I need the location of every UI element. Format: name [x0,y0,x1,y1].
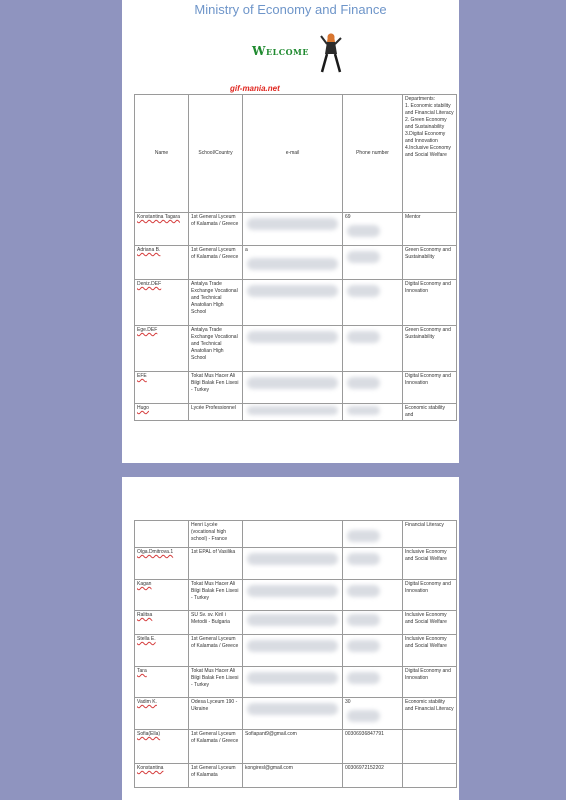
participant-department: Inclusive Economy and Social Welfare [403,635,457,667]
table-header-row [135,95,457,213]
redacted-phone [347,251,380,263]
participant-email [243,246,343,280]
participant-school: 1st General Lyceum of Kalamata / Greece [189,635,243,667]
welcome-banner: Welcome [252,44,309,58]
redacted-email [247,640,338,652]
participant-name: Konstantina Tagara [137,214,180,220]
participant-school: 1st General Lyceum of Kalamata / Greece [189,730,243,764]
participant-email: kongiresl@gmail.com [243,764,343,788]
participant-phone [343,667,403,698]
participant-email [243,580,343,611]
participant-department [403,764,457,788]
redacted-email [247,331,338,343]
redacted-phone [347,640,380,652]
table-row [135,580,457,611]
participant-name: Sofia(Ella) [137,731,161,737]
redacted-phone [347,585,380,597]
redacted-email [247,672,338,684]
participant-name: Ralitsa [137,612,153,618]
document-page-1 [122,0,459,463]
participant-school: Antalya Trade Exchange Vocational and Technical Anatolian High School [189,326,243,372]
participant-name: Olga.Dmitrova.1 [137,549,174,555]
participant-department: Digital Economy and Innovation [403,667,457,698]
participant-email [243,635,343,667]
participant-email [243,548,343,580]
redacted-phone [347,614,380,626]
participant-phone [343,521,403,548]
table-row [135,404,457,421]
header-name: Name [135,95,189,213]
participant-phone: 00306972152202 [343,764,403,788]
participant-email [243,404,343,421]
participant-email [243,213,343,246]
participant-school: Tokat Mus Hacer Ali Bilgi Balak Fen Lisesi - Turkey [189,580,243,611]
redacted-phone [347,406,380,415]
participant-phone [343,404,403,421]
participant-phone: 00306936847791 [343,730,403,764]
participant-phone [343,326,403,372]
participant-email [243,326,343,372]
document-title: Ministry of Economy and Finance [194,2,387,17]
redacted-phone [347,710,380,722]
table-row [135,730,457,764]
participant-name: Deniz.DEF [137,281,162,287]
redacted-email [247,553,338,565]
participant-school: Henri Lycée (vocational high school) - France [189,521,243,548]
participant-school: Lycée Professionnel [189,404,243,421]
redacted-email [247,377,338,389]
participant-department: Mentor [403,213,457,246]
redacted-phone [347,331,380,343]
redacted-email [247,285,338,297]
participant-department [403,730,457,764]
participant-name: Hugo [137,405,149,411]
table-row [135,521,457,548]
redacted-phone [347,530,380,542]
header-email: e-mail [243,95,343,213]
participant-email [243,372,343,404]
participant-school: Tokat Mus Hacer Ali Bilgi Balak Fen Lisesi - Turkey [189,372,243,404]
redacted-phone [347,377,380,389]
participant-phone [343,548,403,580]
participant-phone [343,698,403,730]
participant-school: SU Sv. sv. Kiril i Metodii - Bulgaria [189,611,243,635]
redacted-email [247,406,338,415]
participant-phone [343,213,403,246]
participant-department: Inclusive Economy and Social Welfare [403,548,457,580]
phone-fragment: 69 [345,214,351,220]
participant-department: Digital Economy and Innovation [403,372,457,404]
header-departments [403,95,457,213]
participant-department: Digital Economy and Innovation [403,280,457,326]
participant-email [243,280,343,326]
participants-table-page-1 [134,94,457,421]
participant-department: Financial Literacy [403,521,457,548]
redacted-phone [347,553,380,565]
redacted-email [247,703,338,715]
participant-name: Adriana B. [137,247,161,253]
table-row [135,326,457,372]
redacted-phone [347,285,380,297]
participant-department: Green Economy and Sustainability [403,326,457,372]
table-row [135,280,457,326]
participant-name: Ege.DEF [137,327,158,333]
participant-email [243,667,343,698]
participant-phone [343,372,403,404]
participant-name: Kagan [137,581,152,587]
participant-phone [343,280,403,326]
participant-school: Tokat Mus Hacer Ali Bilgi Balak Fen Lisesi - Turkey [189,667,243,698]
table-row [135,635,457,667]
table-row [135,213,457,246]
participants-table-page-2 [134,520,457,788]
redacted-email [247,218,338,230]
table-row [135,611,457,635]
header-phone: Phone number [343,95,403,213]
table-row [135,698,457,730]
table-row [135,246,457,280]
participant-phone [343,635,403,667]
participant-name: Stella E. [137,636,156,642]
email-fragment: a [245,247,248,253]
participant-department: Digital Economy and Innovation [403,580,457,611]
document-page-2 [122,477,459,800]
participant-phone [343,611,403,635]
redacted-email [247,614,338,626]
header-school: School/Country [189,95,243,213]
participant-name: EFE [137,373,147,379]
participant-email [243,521,343,548]
participant-school: 1st General Lyceum of Kalamata / Greece [189,246,243,280]
table-row [135,764,457,788]
redacted-email [247,585,338,597]
participant-department: Green Economy and Sustainability [403,246,457,280]
table-row [135,372,457,404]
participant-phone [343,580,403,611]
participant-school: 1st EPAL of Vasilika [189,548,243,580]
dancing-figure-image [318,32,344,74]
participant-email [243,698,343,730]
header-departments-text: Departments: 1. Economic stability and Financial Literacy 2. Green Economy and Sustainability 3.Digital Economy and Innovation 4.Inclusive Economy and Social Welfare [405,96,454,158]
redacted-email [247,258,338,270]
participant-school: 1st General Lyceum of Kalamata [189,764,243,788]
participant-name: Vadim K. [137,699,157,705]
gif-mania-watermark: gif-mania.net [230,84,280,93]
participant-department: Inclusive Economy and Social Welfare [403,611,457,635]
participant-name: Konstantina [137,765,164,771]
redacted-phone [347,225,380,237]
participant-school: Odesa Lyceum 190 - Ukraine [189,698,243,730]
table-row [135,667,457,698]
participant-school: Antalya Trade Exchange Vocational and Technical Anatolian High School [189,280,243,326]
participant-department: Economic stability and Financial Literacy [403,698,457,730]
participant-email: Sofiapant9@gmail.com [243,730,343,764]
participant-name: Tara [137,668,147,674]
table-row [135,548,457,580]
phone-fragment: 30 [345,699,351,705]
participant-school: 1st General Lyceum of Kalamata / Greece [189,213,243,246]
participant-phone [343,246,403,280]
participant-email [243,611,343,635]
redacted-phone [347,672,380,684]
participant-department: Economic stability and [403,404,457,421]
